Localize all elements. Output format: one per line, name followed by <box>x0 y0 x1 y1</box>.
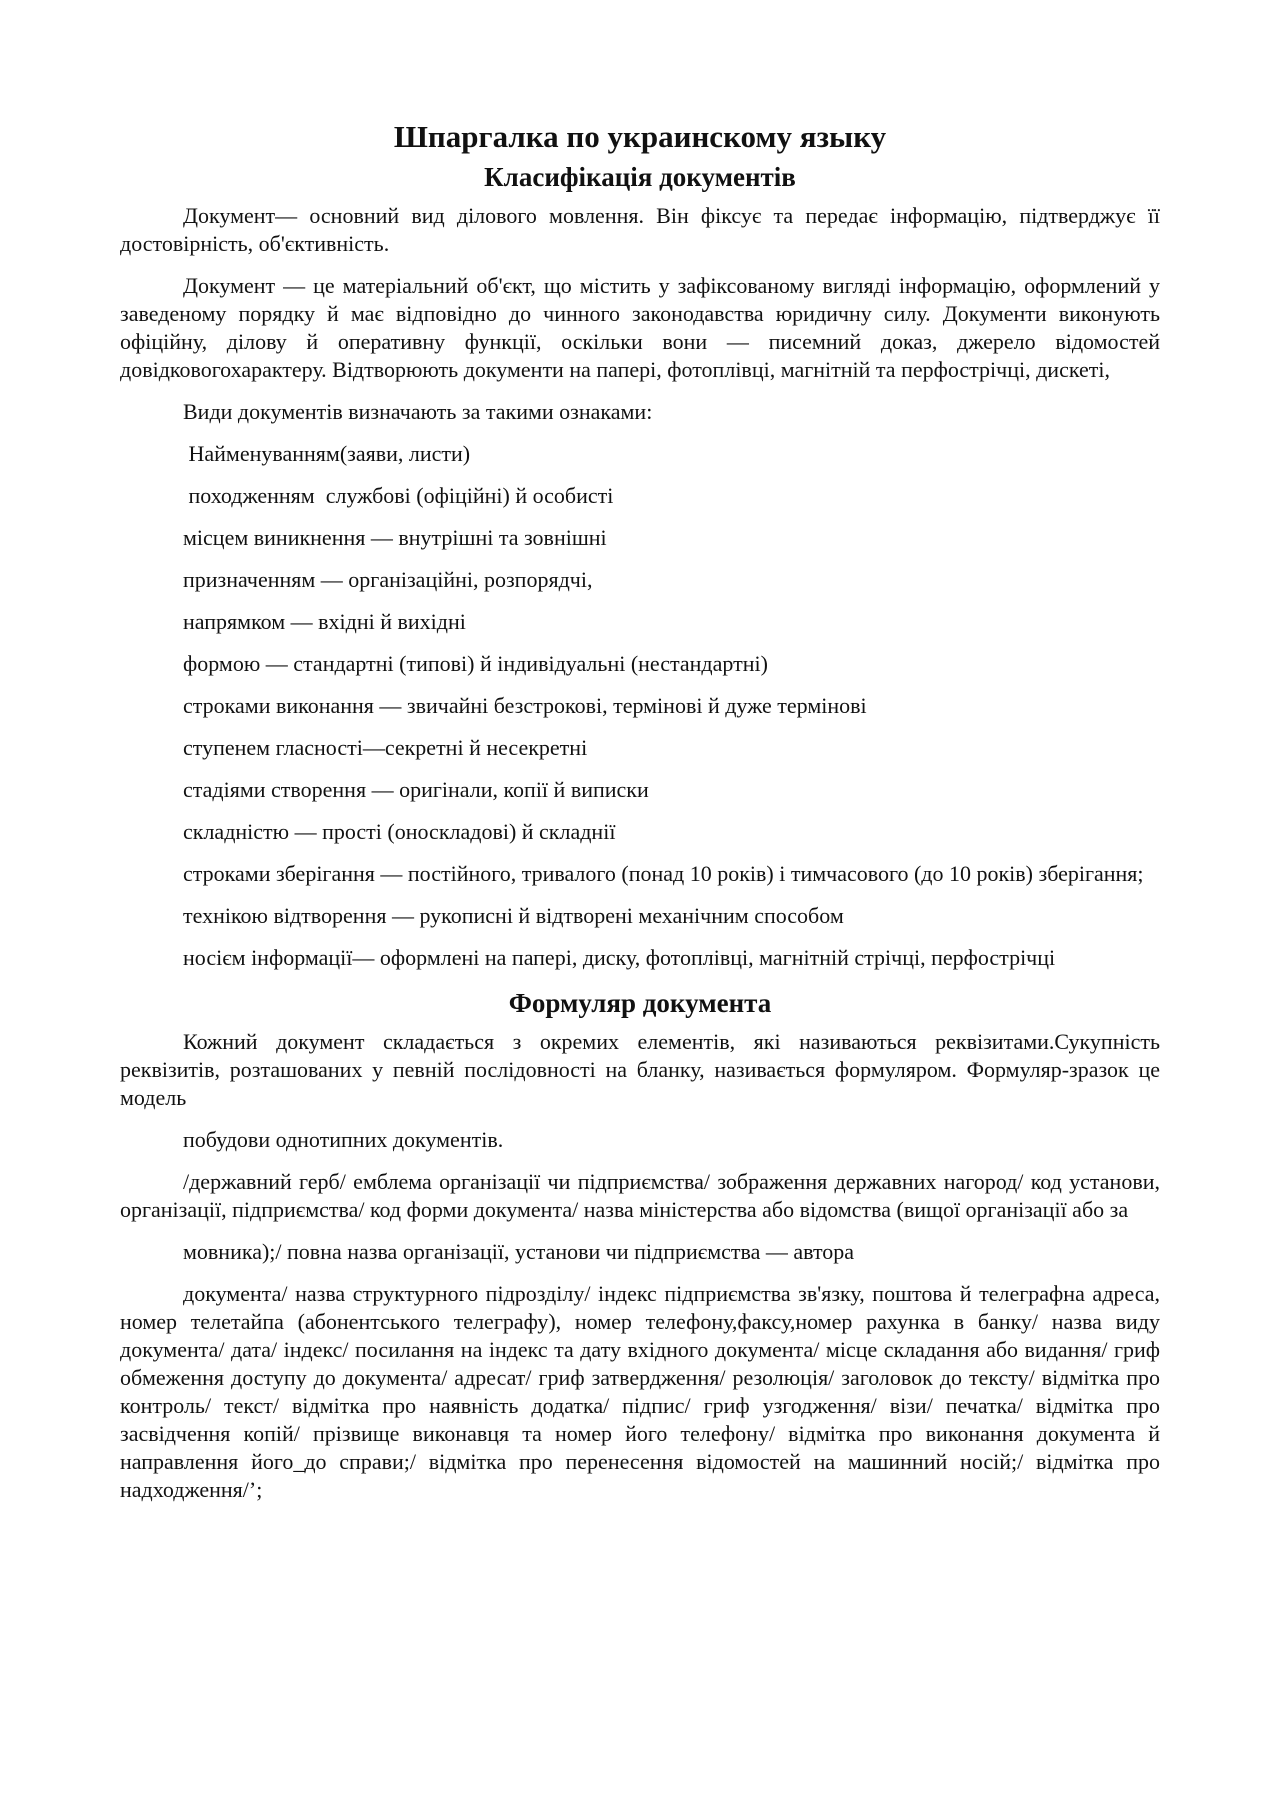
paragraph: мовника);/ повна назва організації, установи чи підприємства — автора <box>183 1239 855 1264</box>
document-page <box>120 118 1160 1518</box>
list-item: носієм інформації— оформлені на папері, диску, фотоплівці, магнітній стрічці, перфострічці <box>183 945 1056 970</box>
list-item: строками зберігання — постійного, тривалого (понад 10 років) і тимчасового (до 10 років) зберігання; <box>183 861 1144 886</box>
list-item: складністю — прості (оноскладові) й складнії <box>183 819 616 844</box>
list-item: Найменуванням(заяви, листи) <box>183 441 471 466</box>
list-item: формою — стандартні (типові) й індивідуальні (нестандартні) <box>183 651 768 676</box>
paragraph: /державний герб/ емблема організації чи підприємства/ зображення державних нагород/ код установи, організації, підприємства/ код форми документа/ назва міністерства або відомства (вищої організації або за <box>120 1169 1160 1222</box>
list-item: ступенем гласності—секретні й несекретні <box>183 735 588 760</box>
paragraph: документа/ назва структурного підрозділу/ індекс підприємства зв'язку, поштова й телеграфна адреса, номер телетайпа (абонентського телеграфу), номер телефону,факсу,номер рахунка в банку/ назва виду документа/ дата/ індекс/ посилання на індекс та дату вхідного документа/ місце складання або видання/ гриф обмеження доступу до документа/ адресат/ гриф затвердження/ резолюція/ заголовок до тексту/ відмітка про контроль/ текст/ відмітка про наявність додатка/ підпис/ гриф узгодження/ візи/ печатка/ відмітка про засвідчення копій/ прізвище виконавця та номер його телефону/ відмітка про виконання документа й направлення його_до справи;/ відмітка про перенесення відомостей на машинний носій;/ відмітка про надходження/’; <box>120 1281 1160 1502</box>
paragraph: Кожний документ складається з окремих елементів, які називаються реквізитами.Сукупність реквізитів, розташованих у певній послідовності на бланку, називається формуляром. Формуляр-зразок це модель <box>120 1029 1160 1110</box>
list-item: походженням службові (офіційні) й особисті <box>183 483 614 508</box>
paragraph: побудови однотипних документів. <box>183 1127 504 1152</box>
list-item: напрямком — вхідні й вихідні <box>183 609 466 634</box>
document-title: Шпаргалка по украинскому языку <box>393 119 887 154</box>
section-heading-formular: Формуляр документа <box>508 988 772 1018</box>
list-item: призначенням — організаційні, розпорядчі, <box>183 567 593 592</box>
section-heading-classification: Класифікація документів <box>484 162 796 192</box>
paragraph: Документ— основний вид ділового мовлення. Він фіксує та передає інформацію, підтверджує її достовірність, об'єктивність. <box>120 203 1160 256</box>
list-item: місцем виникнення — внутрішні та зовнішні <box>183 525 607 550</box>
list-item: технікою відтворення — рукописні й відтворені механічним способом <box>183 903 844 928</box>
paragraph: Види документів визначають за такими ознаками: <box>183 399 653 424</box>
list-item: строками виконання — звичайні безстрокові, термінові й дуже термінові <box>183 693 867 718</box>
paragraph: Документ — це матеріальний об'єкт, що містить у зафіксованому вигляді інформацію, оформлений у заведеному порядку й має відповідно до чинного законодавства юридичну силу. Документи виконують офіційну, ділову й оперативну функції, оскільки вони — писемний доказ, джерело відомостей довідковогохарактеру. Відтворюють документи на папері, фотоплівці, магнітній та перфострічці, дискеті, <box>120 273 1160 382</box>
list-item: стадіями створення — оригінали, копії й виписки <box>183 777 649 802</box>
